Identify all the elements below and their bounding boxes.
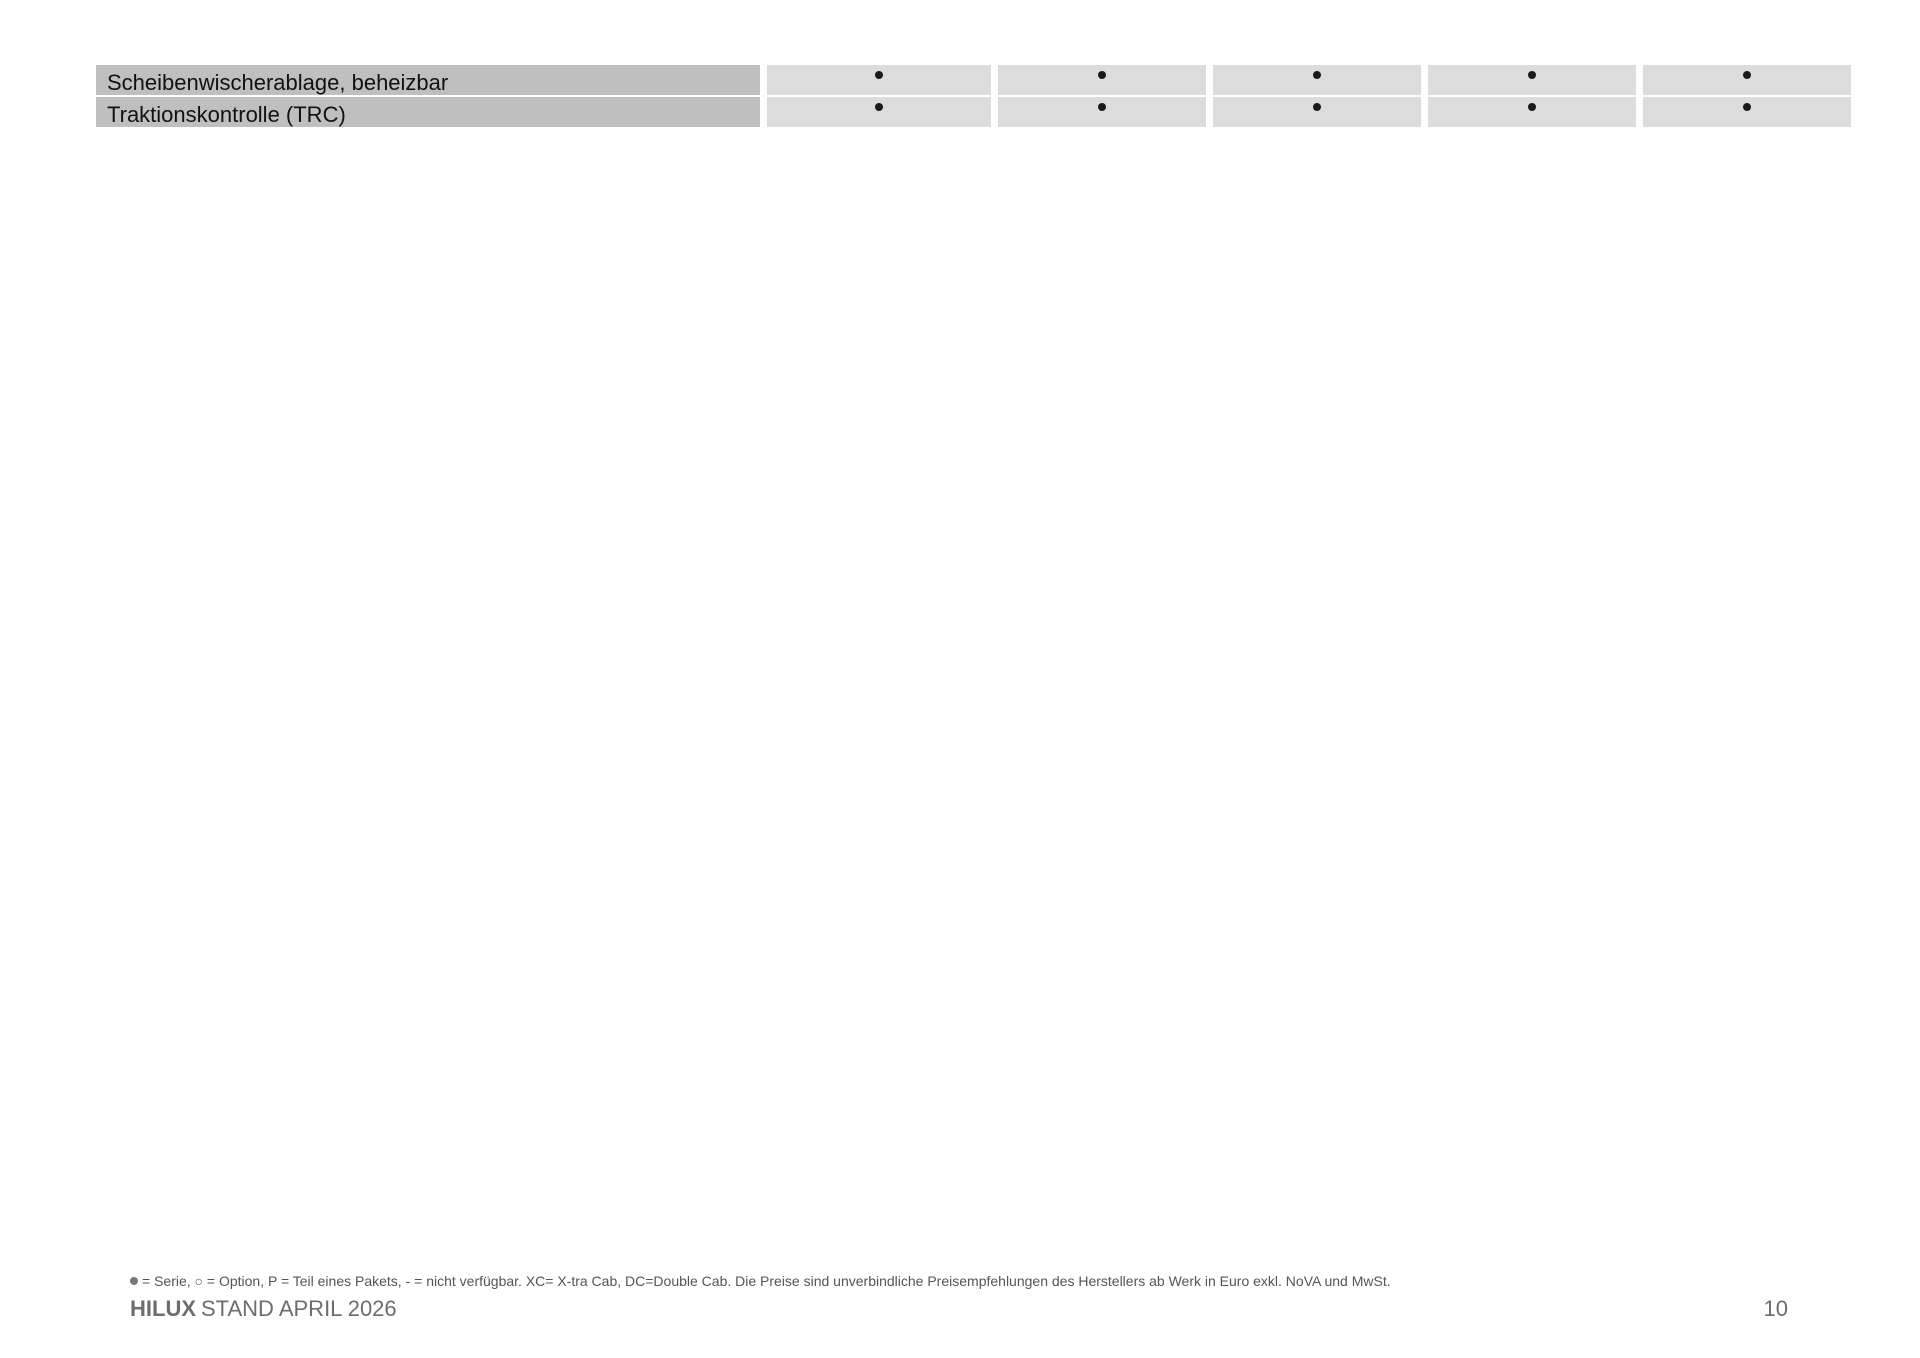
standard-dot-icon bbox=[1528, 71, 1536, 79]
table-cell bbox=[767, 65, 991, 95]
row-label: Scheibenwischerablage, beheizbar bbox=[96, 65, 760, 95]
stand-date: STAND APRIL 2026 bbox=[201, 1296, 397, 1321]
spec-table bbox=[96, 65, 1852, 129]
table-cell bbox=[1213, 65, 1421, 95]
legend-footnote bbox=[130, 1273, 1391, 1289]
standard-dot-icon bbox=[1098, 71, 1106, 79]
table-cell bbox=[1643, 65, 1851, 95]
table-cell bbox=[998, 65, 1206, 95]
table-cell bbox=[1213, 97, 1421, 127]
standard-dot-icon bbox=[1098, 103, 1106, 111]
standard-dot-icon bbox=[1743, 71, 1751, 79]
standard-dot-icon bbox=[130, 1277, 138, 1285]
standard-dot-icon bbox=[875, 71, 883, 79]
table-cell bbox=[767, 97, 991, 127]
standard-dot-icon bbox=[1528, 103, 1536, 111]
footnote-text: = Serie, ○ = Option, P = Teil eines Pakets, - = nicht verfügbar. XC= X-tra Cab, DC=Double Cab. Die Preise sind unverbindliche Preisempfehlungen des Herstellers ab Werk in Euro exkl. NoVA und MwSt. bbox=[142, 1273, 1391, 1289]
table-row bbox=[96, 65, 1852, 95]
standard-dot-icon bbox=[1313, 71, 1321, 79]
standard-dot-icon bbox=[1743, 103, 1751, 111]
standard-dot-icon bbox=[875, 103, 883, 111]
table-cell bbox=[1643, 97, 1851, 127]
table-cell bbox=[1428, 97, 1636, 127]
document-footer bbox=[130, 1296, 397, 1322]
table-cell bbox=[998, 97, 1206, 127]
table-cell bbox=[1428, 65, 1636, 95]
brand-name: HILUX bbox=[130, 1296, 196, 1321]
row-label: Traktionskontrolle (TRC) bbox=[96, 97, 760, 127]
page-number: 10 bbox=[1763, 1296, 1788, 1321]
table-row bbox=[96, 97, 1852, 127]
standard-dot-icon bbox=[1313, 103, 1321, 111]
